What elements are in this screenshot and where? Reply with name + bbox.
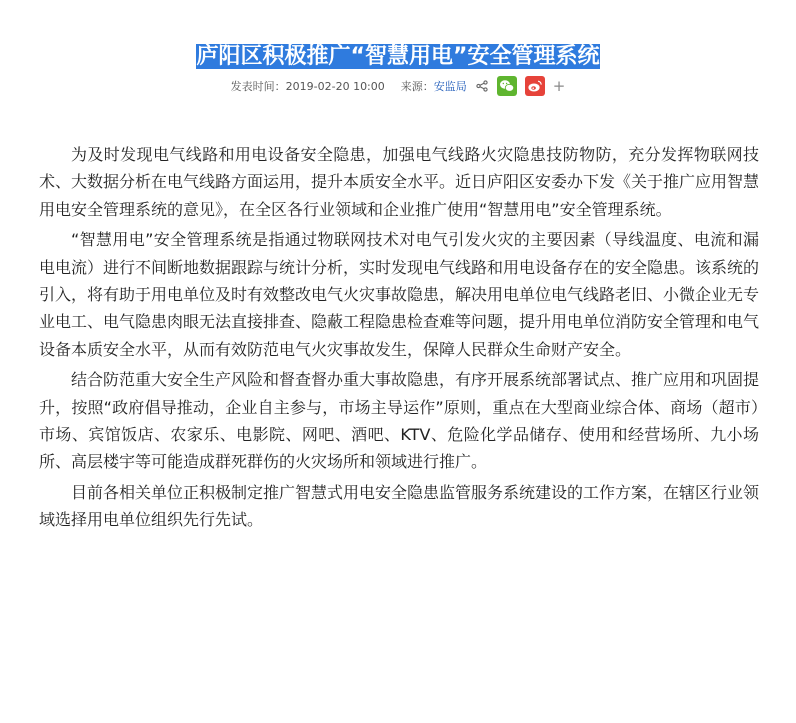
article-body [39,141,759,537]
published-label: 发表时间： [230,80,286,93]
article-paragraph: 为及时发现电气线路和用电设备安全隐患，加强电气线路火灾隐患技防物防，充分发挥物联网技术、大数据分析在电气线路方面运用，提升本质安全水平。近日庐阳区安委办下发《关于推广应用智慧用电安全管理系统的意见》，在全区各行业领域和企业推广使用“智慧用电”安全管理系统。 [39,145,760,219]
article-title-text: 庐阳区积极推广“智慧用电”安全管理系统 [196,43,600,69]
share-icon[interactable] [475,79,489,93]
article-paragraph: “智慧用电”安全管理系统是指通过物联网技术对电气引发火灾的主要因素（导线温度、电流和漏电电流）进行不间断地数据跟踪与统计分析，实时发现电气线路和用电设备存在的安全隐患。该系统的引入，将有助于用电单位及时有效整改电气火灾事故隐患，解决用电单位电气线路老旧、小微企业无专业电工、电气隐患肉眼无法直接排查、隐蔽工程隐患检查难等问题，提升用电单位消防安全管理和电气设备本质安全水平，从而有效防范电气火灾事故发生，保障人民群众生命财产安全。 [39,230,760,359]
article-title [0,42,796,72]
source-link[interactable]: 安监局 [433,80,467,93]
article-paragraph: 目前各相关单位正积极制定推广智慧式用电安全隐患监管服务系统建设的工作方案，在辖区行业领域选择用电单位组织先行先试。 [39,482,760,530]
wechat-icon[interactable] [497,76,517,96]
published-time: 2019-02-20 10:00 [285,79,385,93]
article-paragraph: 结合防范重大安全生产风险和督查督办重大事故隐患，有序开展系统部署试点、推广应用和巩固提升，按照“政府倡导推动，企业自主参与，市场主导运作”原则，重点在大型商业综合体、商场（超市）市场、宾馆饭店、农家乐、电影院、网吧、酒吧、KTV、危险化学品储存、使用和经营场所、九小场所、高层楼宇等可能造成群死群伤的火灾场所和领域进行推广。 [39,370,760,472]
plus-icon[interactable]: + [552,77,566,95]
source-label: 来源： [400,80,434,93]
article-meta [0,74,796,98]
weibo-icon[interactable] [525,76,545,96]
